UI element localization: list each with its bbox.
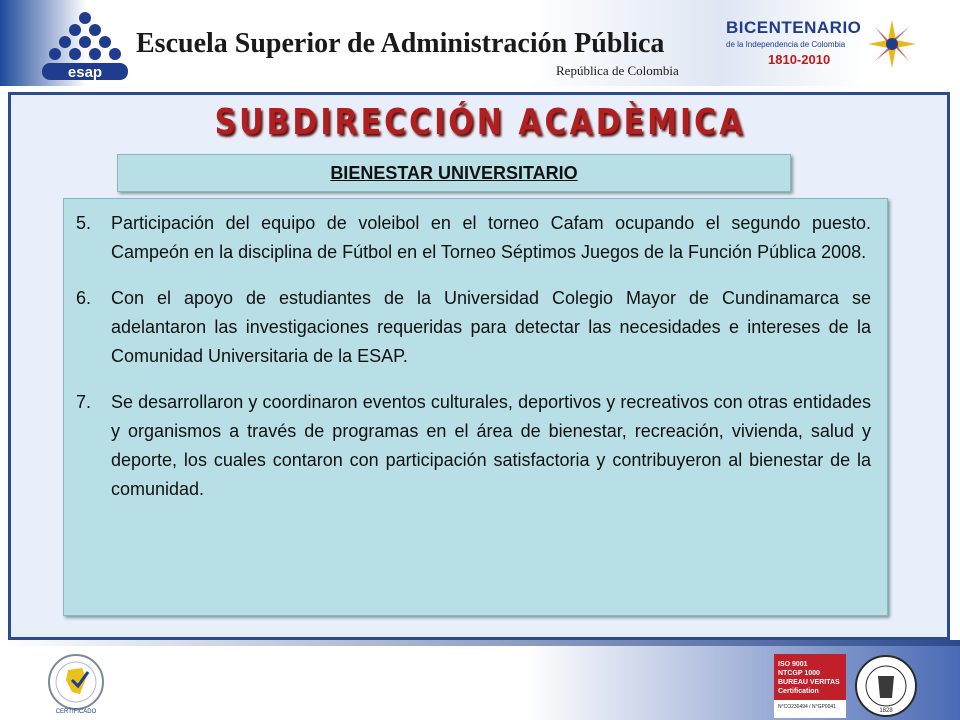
bicentenario-title: BICENTENARIO xyxy=(726,18,862,37)
bicentenario-years: 1810-2010 xyxy=(768,52,831,67)
list-item xyxy=(76,388,871,504)
school-name: Escuela Superior de Administración Pública xyxy=(136,28,665,59)
certification-text: ISO 9001 NTCGP 1000 BUREAU VERITAS Certification xyxy=(778,661,840,695)
country-name: República de Colombia xyxy=(556,63,679,78)
logo-text: esap xyxy=(67,64,103,81)
bicentenario-subtitle: de la Independencia de Colombia xyxy=(726,40,846,49)
slide-title: SUBDIRECCIÓN ACADÈMICA xyxy=(214,101,746,144)
content-box xyxy=(63,198,888,616)
item-text: Participación del equipo de voleibol en el torneo Cafam ocupando el segundo puesto. Campeón en la disciplina de Fútbol en el Torneo Séptimos Juegos de la Función Pública 2008. xyxy=(111,213,871,262)
bureau-year: 1828 xyxy=(879,708,893,714)
item-number: 7. xyxy=(76,392,92,412)
esap-logo-icon xyxy=(40,8,130,82)
colombia-certification-seal-icon xyxy=(36,652,116,716)
item-text: Con el apoyo de estudiantes de la Universidad Colegio Mayor de Cundinamarca se adelantaron las investigaciones requeridas para detectar las necesidades e intereses de la Comunidad Universitaria de la ESAP. xyxy=(111,288,871,366)
item-number: 5. xyxy=(76,213,92,233)
item-text: Se desarrollaron y coordinaron eventos culturales, deportivos y recreativos con otras entidades y organismos a través de programas en el área de bienestar, recreación, vivienda, salud y deporte, los cuales contaron con participación satisfactoria y contribuyeron al bienestar de la comunidad. xyxy=(111,392,871,499)
seal-label: CERTIFICADO xyxy=(55,709,97,715)
item-number: 6. xyxy=(76,288,92,308)
certification-code: N°CO230494 / N°GP0041 xyxy=(778,704,836,710)
list-item xyxy=(76,284,871,371)
section-subtitle: BIENESTAR UNIVERSITARIO xyxy=(117,154,791,192)
list-item xyxy=(76,209,871,267)
